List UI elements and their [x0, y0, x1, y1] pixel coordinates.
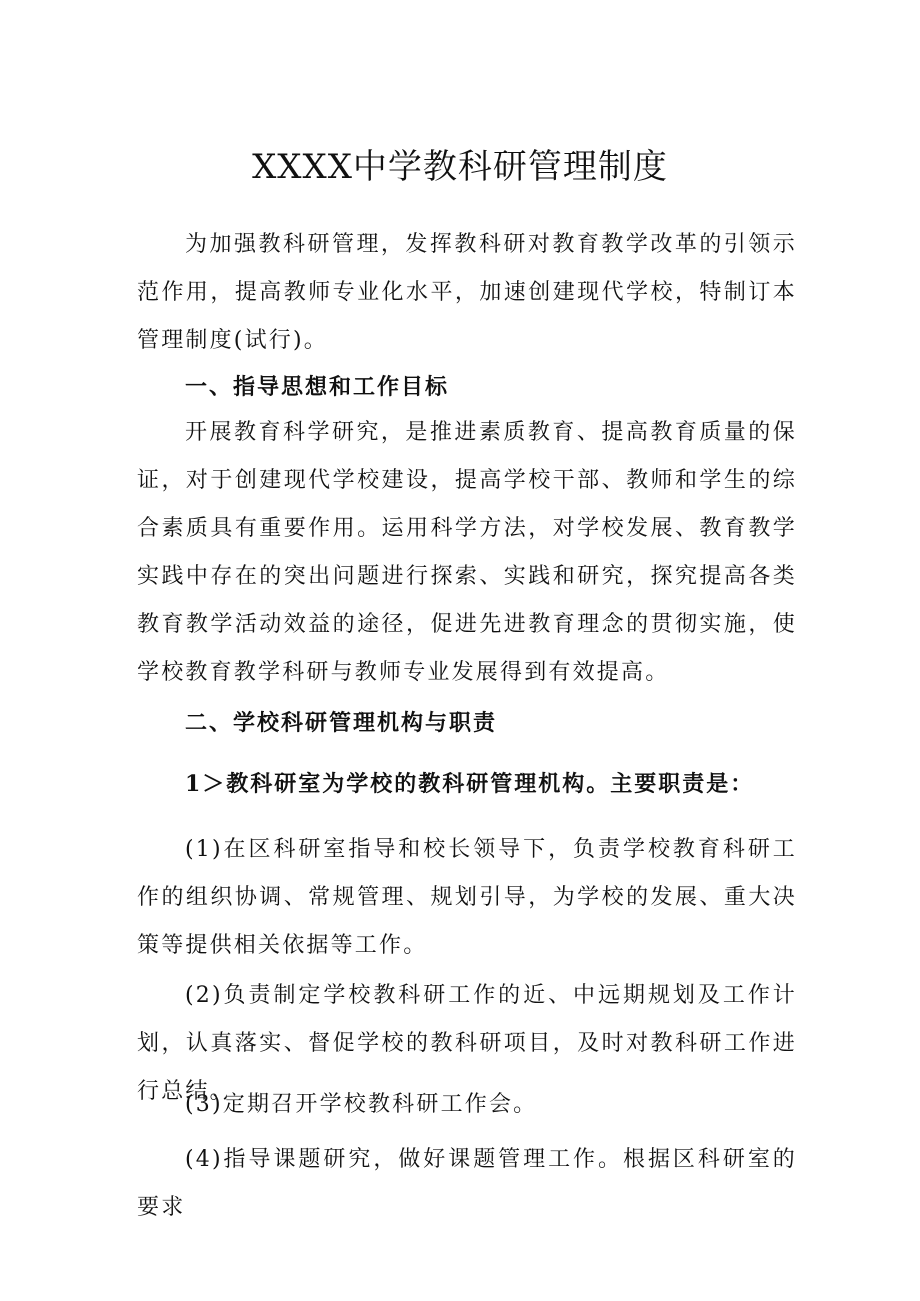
item-2-paragraph: (2)负责制定学校教科研工作的近、中远期规划及工作计划，认真落实、督促学校的教科研项目，及时对教科研工作进行总结。 — [137, 983, 797, 1104]
item-1-paragraph: (1)在区科研室指导和校长领导下，负责学校教育科研工作的组织协调、常规管理、规划引导，为学校的发展、重大决策等提供相关依据等工作。 — [137, 837, 797, 958]
item-3-paragraph: (3)定期召开学校教科研工作会。 — [185, 1092, 538, 1117]
document-title: XXXX中学教科研管理制度 — [252, 146, 668, 187]
intro-paragraph: 为加强教科研管理，发挥教科研对教育教学改革的引领示范作用，提高教师专业化水平，加速创建现代学校，特制订本管理制度(试行)。 — [137, 232, 797, 353]
section-1-heading: 一、指导思想和工作目标 — [185, 374, 450, 400]
item-4-paragraph: (4)指导课题研究，做好课题管理工作。根据区科研室的要求 — [137, 1147, 797, 1220]
section-1-body: 开展教育科学研究，是推进素质教育、提高教育质量的保证，对于创建现代学校建设，提高学校干部、教师和学生的综合素质具有重要作用。运用科学方法，对学校发展、教育教学实践中存在的突出问题进行探索、实践和研究，探究提高各类教育教学活动效益的途径，促进先进教育理念的贯彻实施，使学校教育教学科研与教师专业发展得到有效提高。 — [137, 420, 797, 685]
section-2-heading: 二、学校科研管理机构与职责 — [185, 710, 498, 736]
section-2-subheading: 1＞教科研室为学校的教科研管理机构。主要职责是： — [185, 771, 755, 797]
